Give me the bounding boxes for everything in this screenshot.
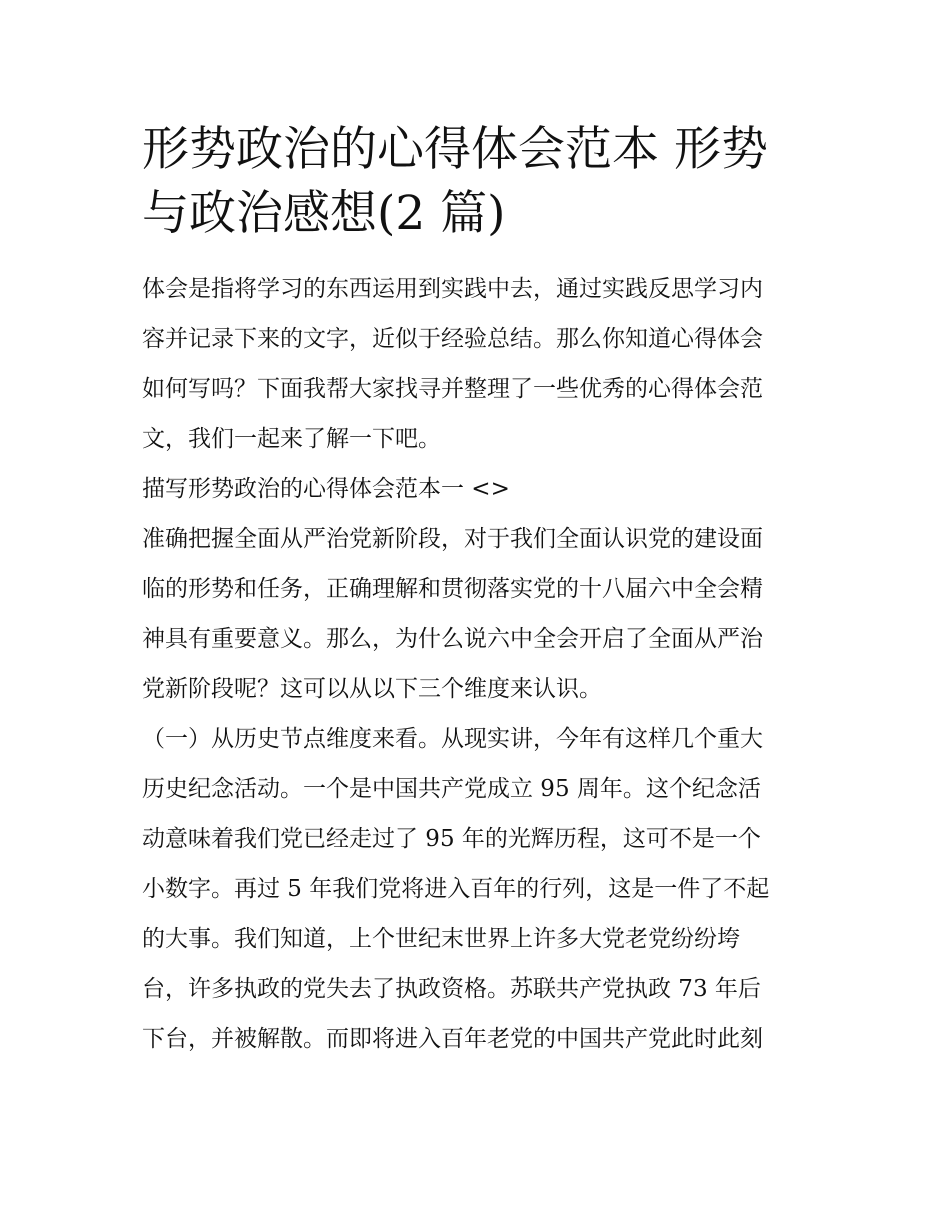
document-title: [142, 118, 814, 246]
body-line: 体会是指将学习的东西运用到实践中去，通过实践反思学习内: [142, 276, 763, 302]
body-line: 准确把握全面从严治党新阶段，对于我们全面认识党的建设面: [142, 526, 763, 552]
document-body: [142, 264, 814, 1064]
body-line: 临的形势和任务，正确理解和贯彻落实党的十八届六中全会精: [142, 576, 763, 602]
body-line: 如何写吗？下面我帮大家找寻并整理了一些优秀的心得体会范: [142, 376, 763, 402]
body-line: 台，许多执政的党失去了执政资格。苏联共产党执政 73 年后: [142, 976, 761, 1002]
body-line: 历史纪念活动。一个是中国共产党成立 95 周年。这个纪念活: [142, 776, 761, 802]
body-line: 容并记录下来的文字，近似于经验总结。那么你知道心得体会: [142, 326, 763, 352]
document-page: [142, 118, 814, 1064]
body-line: 文，我们一起来了解一下吧。: [142, 426, 441, 452]
body-line: （一）从历史节点维度来看。从现实讲，今年有这样几个重大: [142, 726, 763, 752]
body-line: 神具有重要意义。那么，为什么说六中全会开启了全面从严治: [142, 626, 763, 652]
title-line-1: 形势政治的心得体会范本 形势: [142, 122, 768, 177]
body-line: 的大事。我们知道，上个世纪末世界上许多大党老党纷纷垮: [142, 926, 740, 952]
section-heading: 描写形势政治的心得体会范本一 <>: [142, 476, 510, 502]
body-line: 动意味着我们党已经走过了 95 年的光辉历程，这可不是一个: [142, 826, 761, 852]
body-line: 党新阶段呢？这可以从以下三个维度来认识。: [142, 676, 602, 702]
title-line-2: 与政治感想(2 篇): [142, 186, 506, 241]
body-line: 小数字。再过 5 年我们党将进入百年的行列，这是一件了不起: [142, 876, 770, 902]
body-line: 下台，并被解散。而即将进入百年老党的中国共产党此时此刻: [142, 1026, 763, 1052]
